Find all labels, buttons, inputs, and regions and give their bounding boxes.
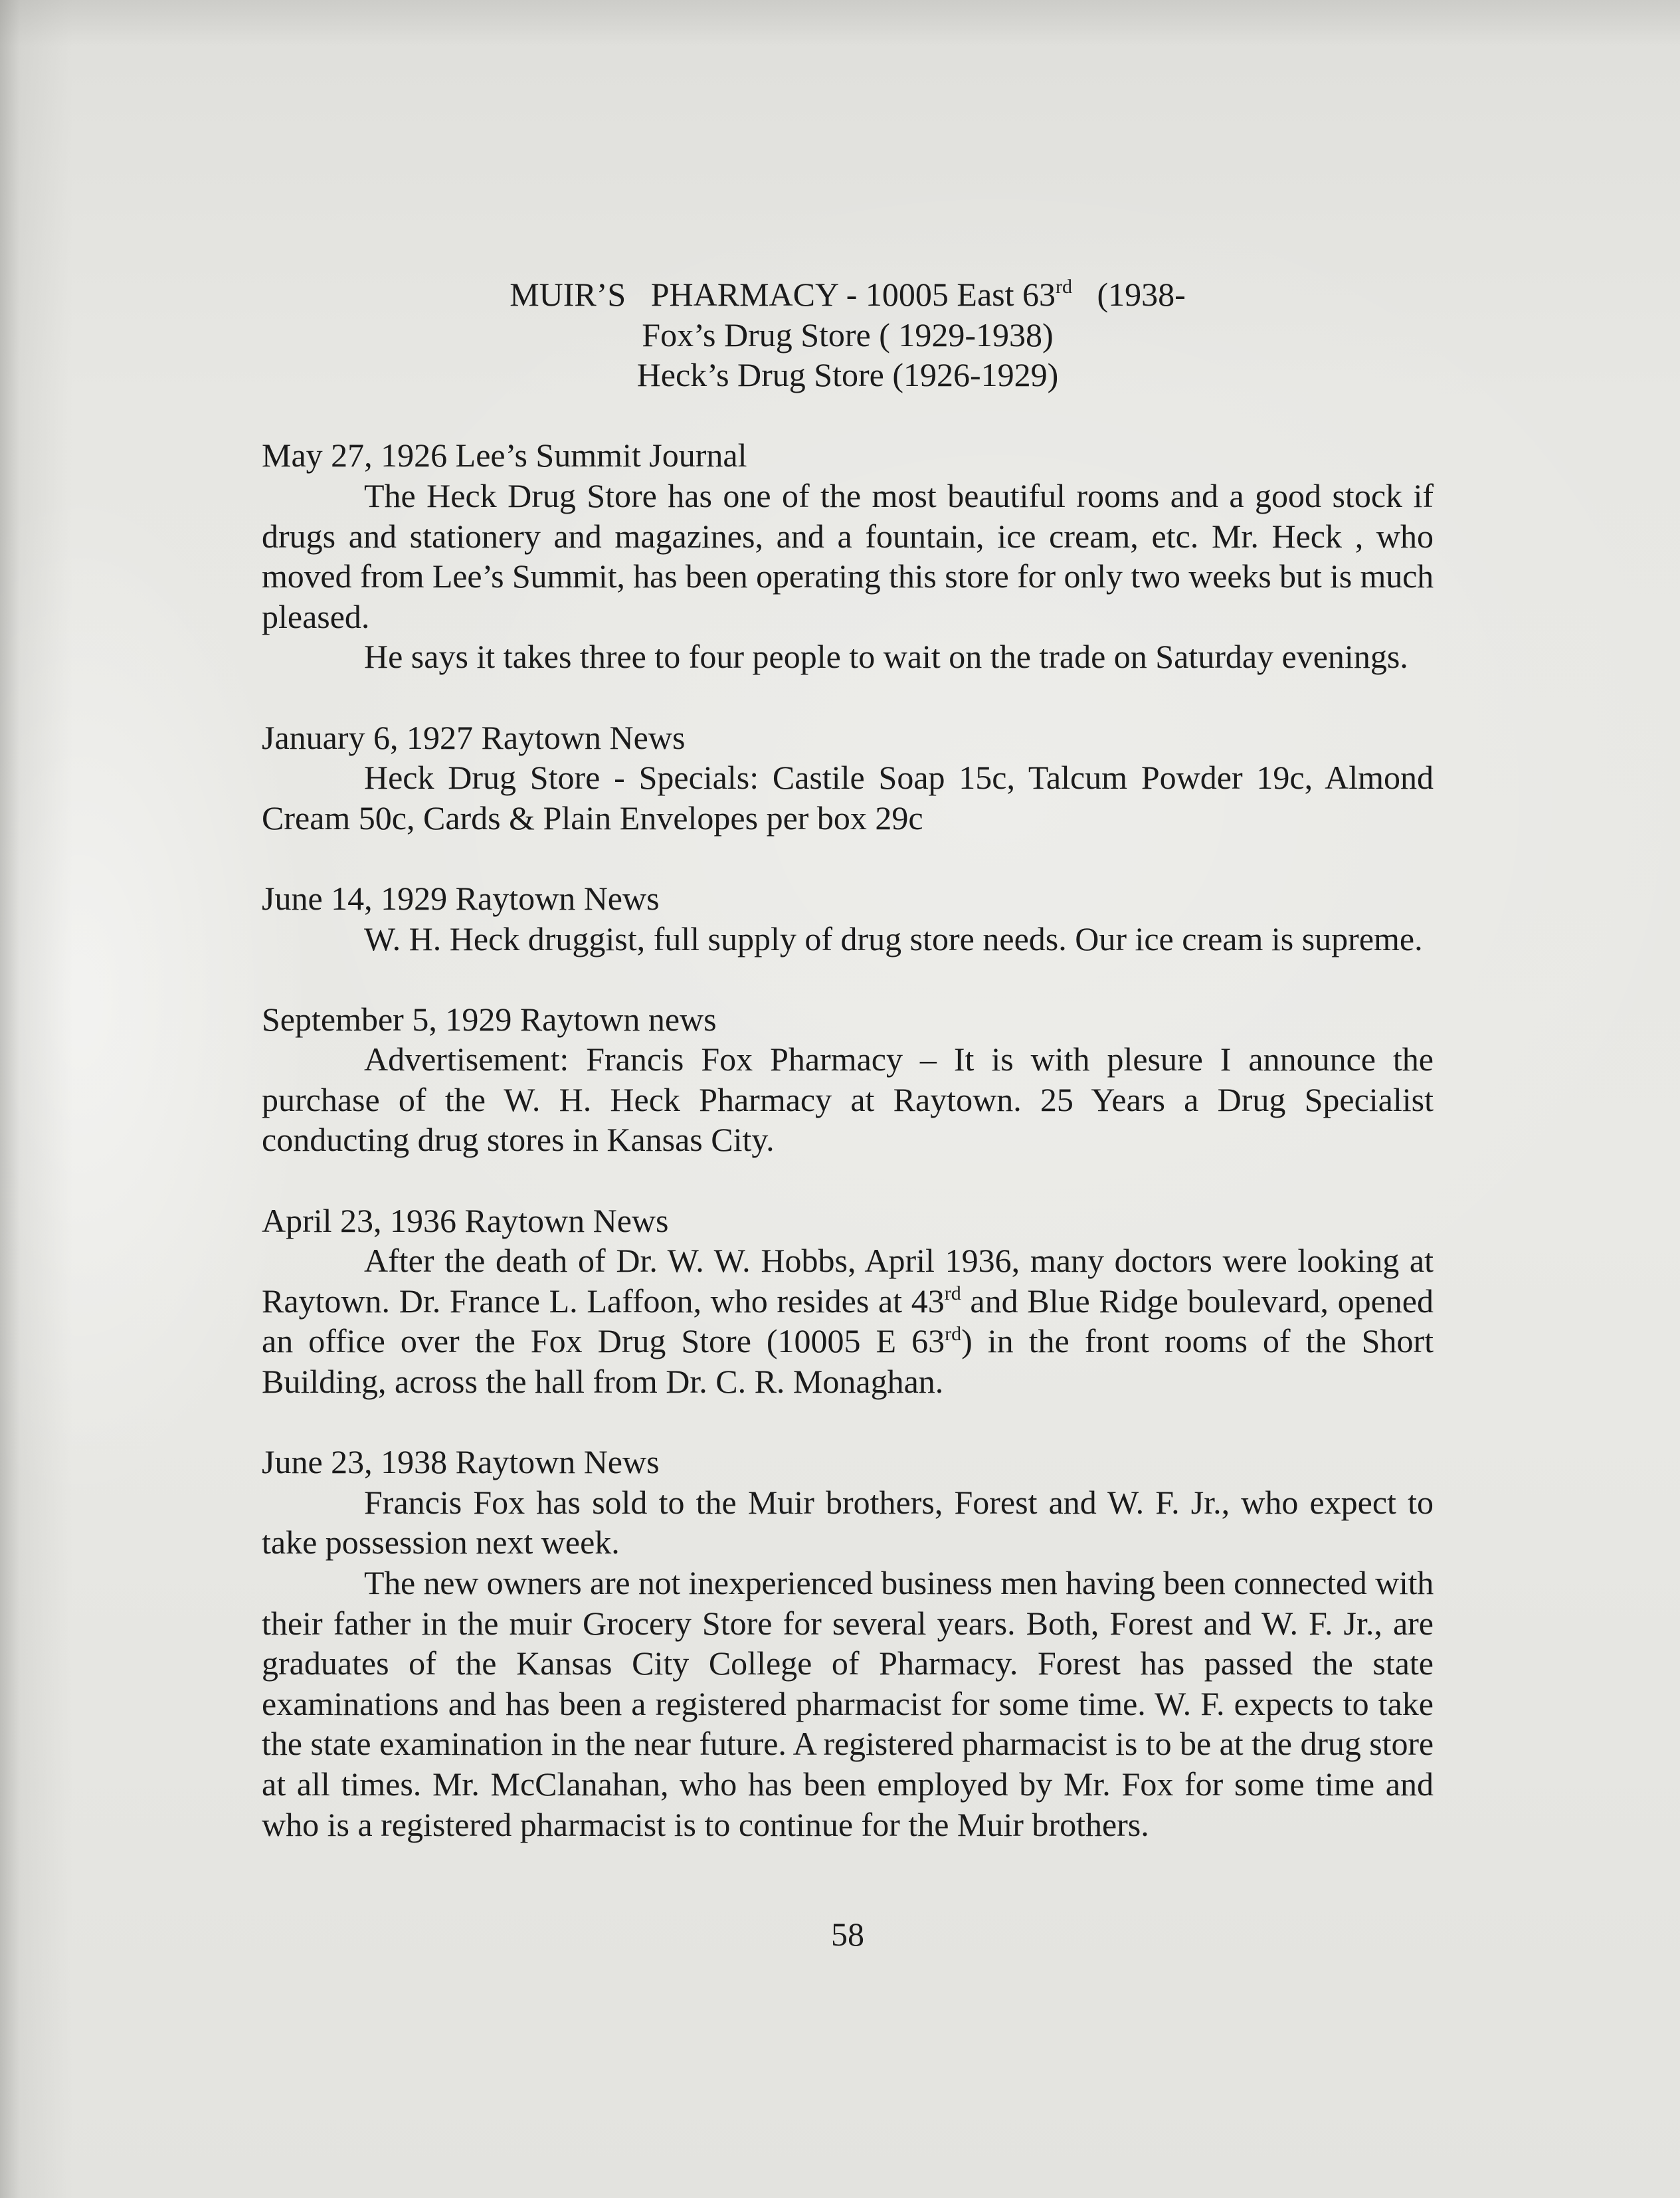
text-line: [262, 1281, 1434, 1322]
text-line: graduates of the Kansas City College of Pharmacy. Forest has passed the state: [262, 1645, 1434, 1682]
source-heading: January 6, 1927 Raytown News: [262, 718, 686, 756]
text-line: He says it takes three to four people to wait on the trade on Saturday evenings.: [364, 638, 1408, 676]
title-segment: MUIR’S PHARMACY - 10005 East 63: [510, 276, 1056, 313]
text-line: the state examination in the near future. A registered pharmacist is to be at the drug store: [262, 1725, 1434, 1763]
text-line: moved from Lee’s Summit, has been operating this store for only two weeks but is much: [262, 557, 1434, 595]
title-line-2: Fox’s Drug Store ( 1929-1938): [642, 316, 1054, 353]
text-line: After the death of Dr. W. W. Hobbs, April 1936, many doctors were looking at: [364, 1242, 1434, 1280]
text-line: [262, 1321, 1434, 1361]
title-line-1: [262, 274, 1434, 315]
spacer: [262, 395, 1434, 436]
text-line: their father in the muir Grocery Store for several years. Both, Forest and W. F. Jr., are: [262, 1604, 1434, 1642]
text-line: pleased.: [262, 597, 370, 635]
title-line-3: Heck’s Drug Store (1926-1929): [636, 356, 1059, 394]
text-segment: an office over the Fox Drug Store (10005 E 63: [262, 1322, 945, 1360]
text-line: W. H. Heck druggist, full supply of drug store needs. Our ice cream is supreme.: [364, 920, 1423, 957]
source-heading: September 5, 1929 Raytown news: [262, 1000, 717, 1038]
spacer: [262, 1402, 1434, 1443]
page-number: 58: [831, 1916, 864, 1953]
text-line: The new owners are not inexperienced business men having been connected with: [364, 1564, 1434, 1601]
text-line: Heck Drug Store - Specials: Castile Soap 15c, Talcum Powder 19c, Almond: [364, 759, 1434, 797]
superscript: rd: [945, 1322, 962, 1345]
text-line: take possession next week.: [262, 1524, 620, 1561]
superscript: rd: [1056, 276, 1072, 298]
text-line: purchase of the W. H. Heck Pharmacy at Raytown. 25 Years a Drug Specialist: [262, 1080, 1434, 1118]
text-segment: ) in the front rooms of the Short: [961, 1322, 1434, 1360]
source-heading: May 27, 1926 Lee’s Summit Journal: [262, 437, 747, 474]
text-line: Advertisement: Francis Fox Pharmacy – It is with plesure I announce the: [364, 1041, 1434, 1078]
text-segment: and Blue Ridge boulevard, opened: [961, 1282, 1434, 1320]
text-line: drugs and stationery and magazines, and a fountain, ice cream, etc. Mr. Heck , who: [262, 517, 1434, 555]
text-line: at all times. Mr. McClanahan, who has been employed by Mr. Fox for some time and: [262, 1765, 1434, 1803]
document-body: [262, 274, 1434, 1845]
text-line: who is a registered pharmacist is to continue for the Muir brothers.: [262, 1805, 1149, 1843]
text-line: conducting drug stores in Kansas City.: [262, 1121, 775, 1159]
spacer: [262, 838, 1434, 878]
text-line: examinations and has been a registered pharmacist for some time. W. F. expects to take: [262, 1684, 1434, 1722]
text-line: Cream 50c, Cards & Plain Envelopes per box 29c: [262, 799, 923, 837]
source-heading: April 23, 1936 Raytown News: [262, 1201, 669, 1239]
title-segment: (1938-: [1072, 276, 1186, 313]
superscript: rd: [944, 1282, 961, 1305]
source-heading: June 14, 1929 Raytown News: [262, 879, 660, 917]
text-segment: Raytown. Dr. France L. Laffoon, who resides at 43: [262, 1282, 945, 1320]
source-heading: June 23, 1938 Raytown News: [262, 1443, 660, 1481]
text-line: The Heck Drug Store has one of the most beautiful rooms and a good stock if: [364, 476, 1434, 514]
spacer: [262, 959, 1434, 999]
text-line: Francis Fox has sold to the Muir brothers, Forest and W. F. Jr., who expect to: [364, 1483, 1434, 1521]
spacer: [262, 1160, 1434, 1201]
spacer: [262, 677, 1434, 718]
text-line: Building, across the hall from Dr. C. R. Monaghan.: [262, 1363, 944, 1401]
